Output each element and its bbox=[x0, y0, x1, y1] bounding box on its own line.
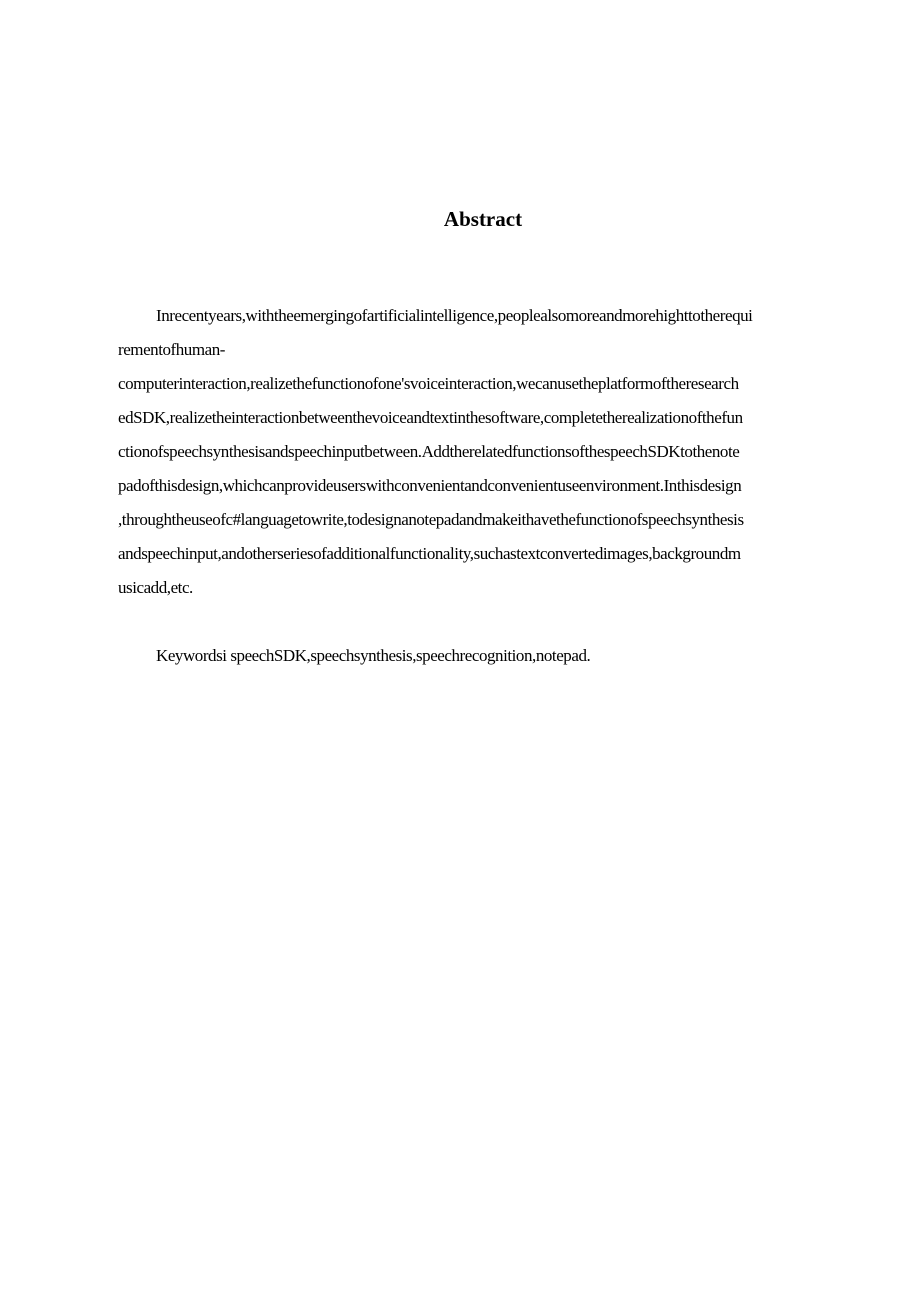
abstract-line: ctionofspeechsynthesisandspeechinputbetween.AddtherelatedfunctionsofthespeechSDKtothenote bbox=[118, 442, 740, 461]
abstract-line: Inrecentyears,withtheemergingofartificialintelligence,peoplealsomoreandmorehighttotherequi bbox=[156, 306, 753, 325]
abstract-line: computerinteraction,realizethefunctionofone'svoiceinteraction,wecanusetheplatformoftheresearch bbox=[118, 374, 739, 393]
abstract-paragraph bbox=[118, 299, 848, 605]
keywords-line: Keywordsi speechSDK,speechsynthesis,speechrecognition,notepad. bbox=[156, 646, 591, 665]
abstract-line: edSDK,realizetheinteractionbetweenthevoiceandtextinthesoftware,completetherealizationofthefun bbox=[118, 408, 743, 427]
abstract-line: usicadd,etc. bbox=[118, 578, 193, 597]
abstract-title: Abstract bbox=[443, 207, 523, 231]
abstract-line: andspeechinput,andotherseriesofadditionalfunctionality,suchastextconvertedimages,backgroundm bbox=[118, 544, 741, 563]
abstract-line: ,throughtheuseofc#languagetowrite,todesignanotepadandmakeithavethefunctionofspeechsynthesis bbox=[118, 510, 744, 529]
keywords-paragraph bbox=[118, 639, 848, 673]
abstract-line: padofthisdesign,whichcanprovideuserswithconvenientandconvenientuseenvironment.Inthisdesign bbox=[118, 476, 742, 495]
abstract-line: rementofhuman- bbox=[118, 340, 225, 359]
